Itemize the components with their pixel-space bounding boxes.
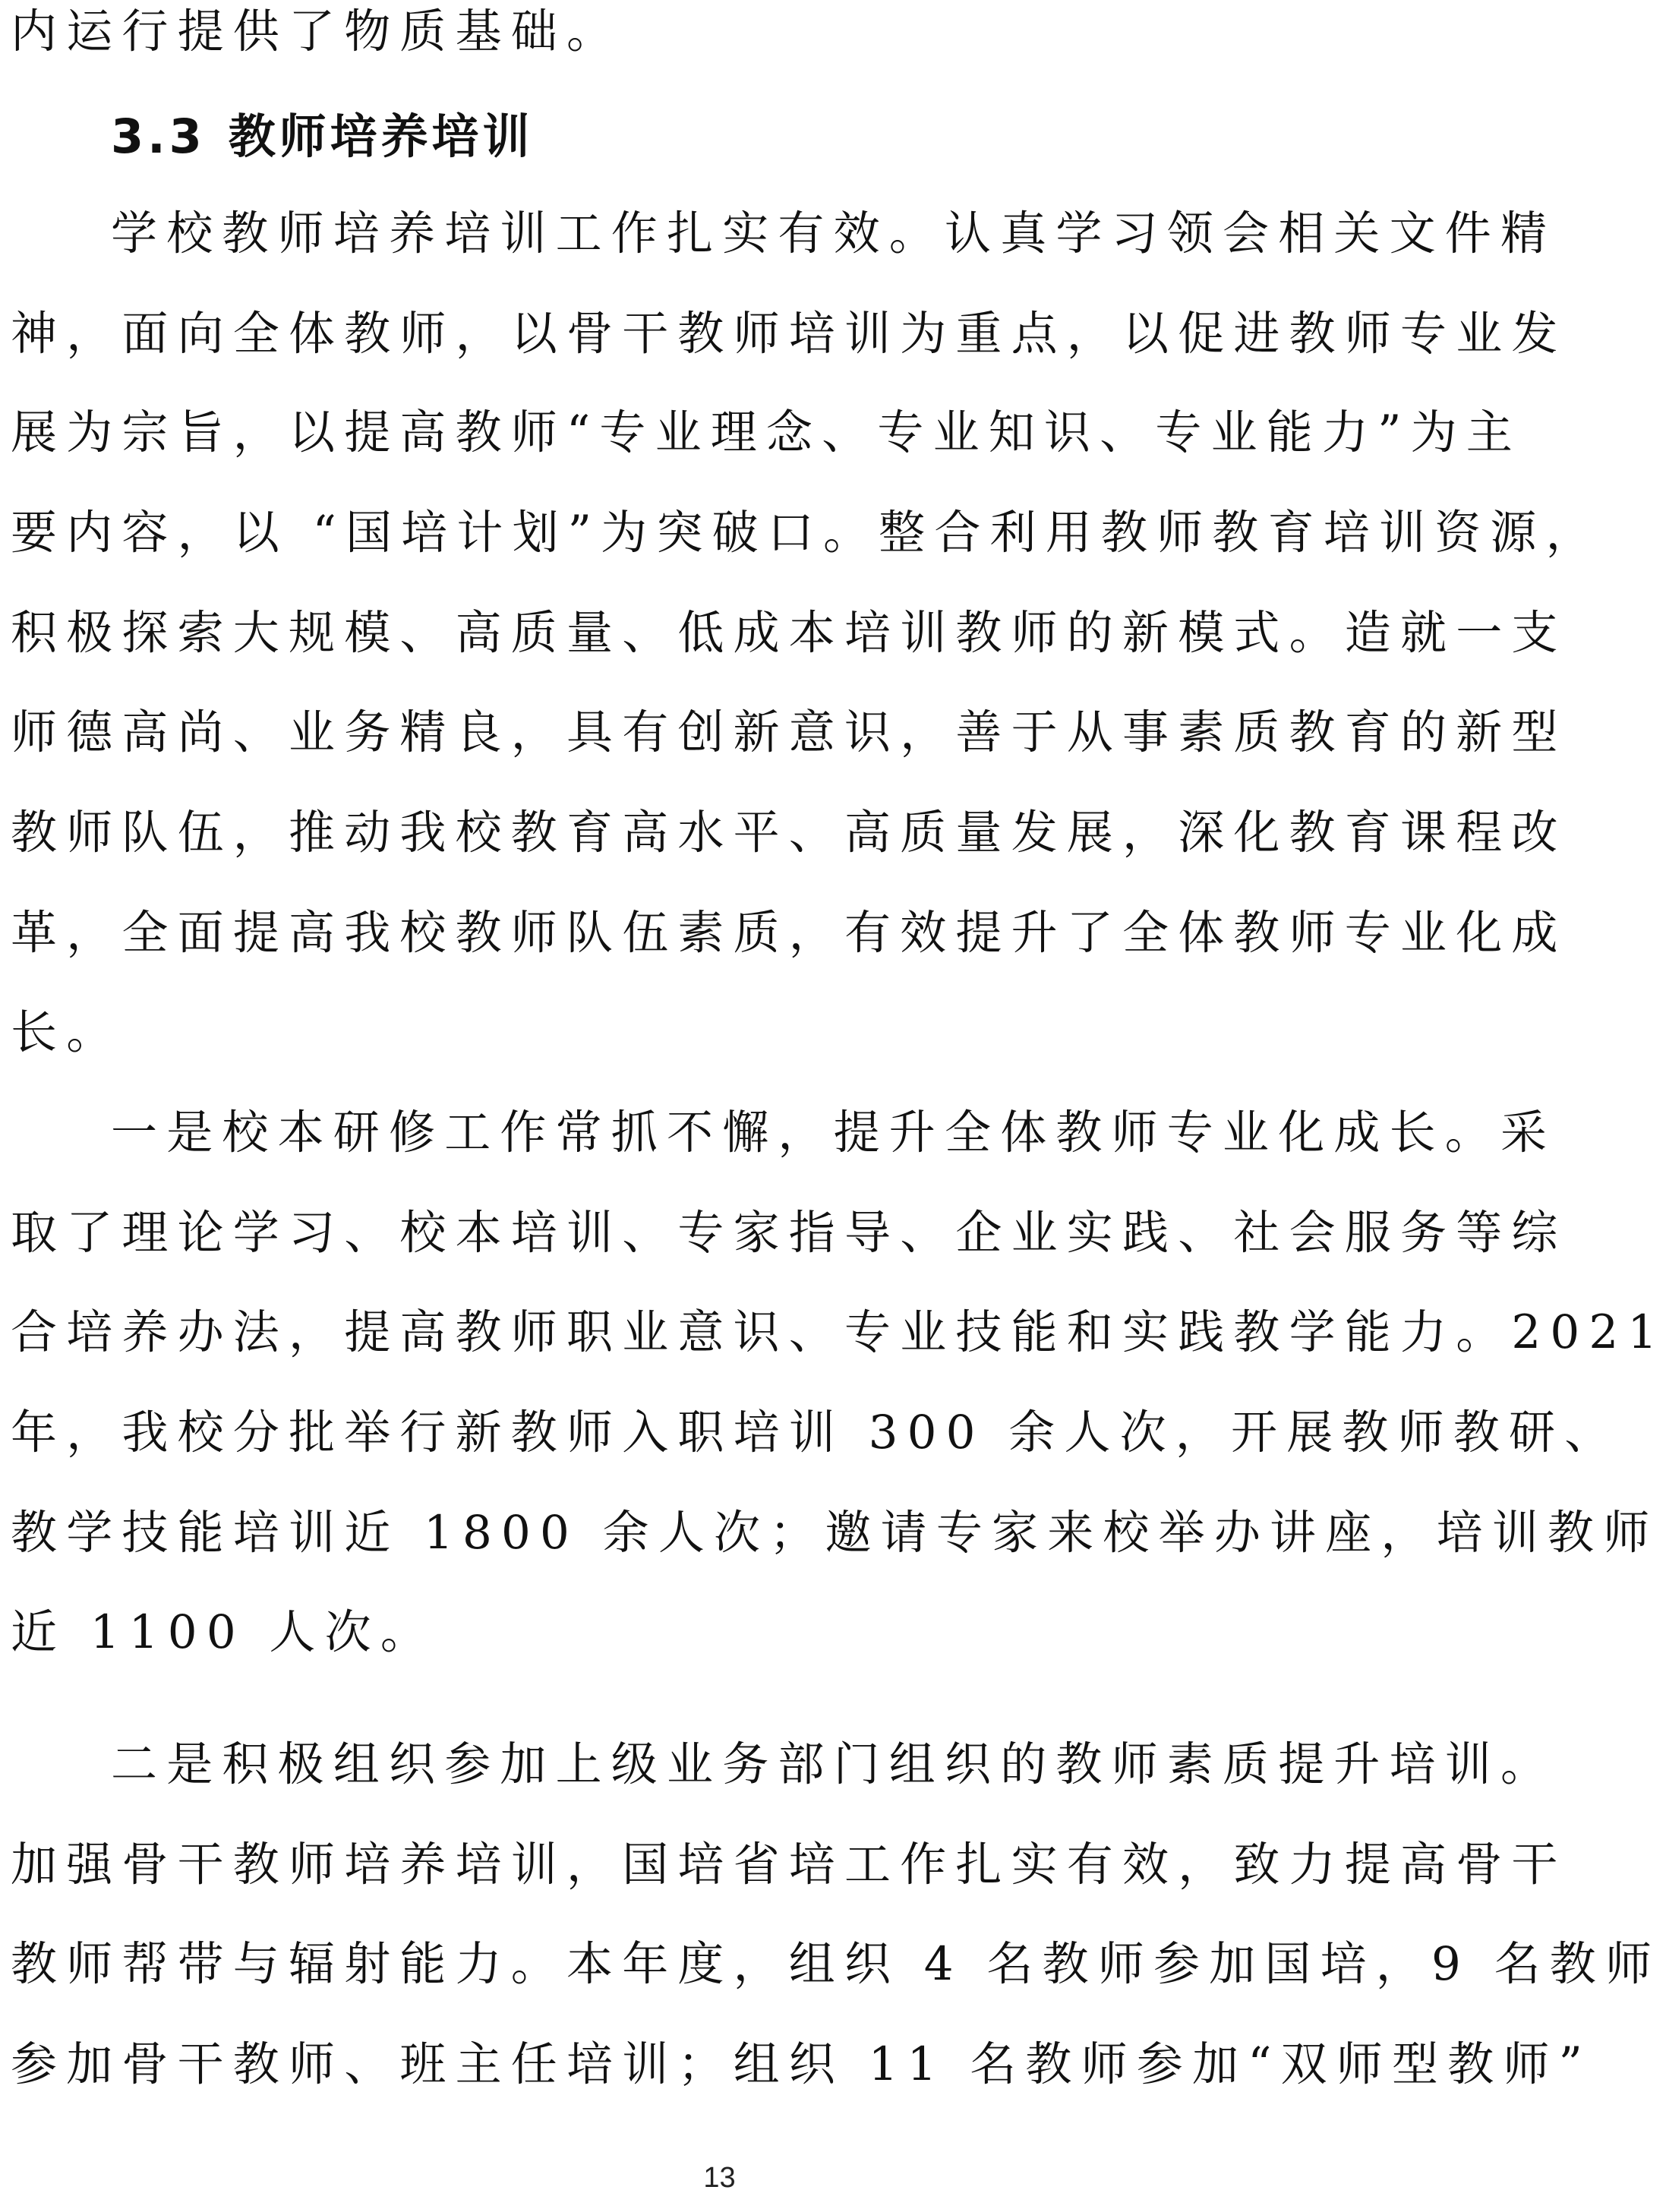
text-line: 学校教师培养培训工作扎实有效。认真学习领会相关文件精 [111, 207, 1557, 260]
text-line: 积极探索大规模、高质量、低成本培训教师的新模式。造就一支 [11, 606, 1567, 660]
text-line: 教学技能培训近 1800 余人次；邀请专家来校举办讲座，培训教师 [11, 1506, 1659, 1560]
text-line: 二是积极组织参加上级业务部门组织的教师素质提升培训。 [111, 1737, 1557, 1791]
section-heading [111, 106, 533, 167]
text-line: 参加骨干教师、班主任培训；组织 11 名教师参加“双师型教师” [11, 2037, 1592, 2091]
text-line: 师德高尚、业务精良，具有创新意识，善于从事素质教育的新型 [11, 705, 1567, 759]
text-line: 取了理论学习、校本培训、专家指导、企业实践、社会服务等综 [11, 1206, 1567, 1260]
text-line: 神，面向全体教师，以骨干教师培训为重点，以促进教师专业发 [11, 307, 1567, 361]
text-line: 要内容，以 “国培计划”为突破口。整合利用教师教育培训资源， [11, 506, 1601, 560]
text-line: 革，全面提高我校教师队伍素质，有效提升了全体教师专业化成 [11, 906, 1567, 960]
text-line: 内运行提供了物质基础。 [11, 5, 623, 58]
section-title: 教师培养培训 [228, 109, 534, 164]
text-line: 一是校本研修工作常抓不懈，提升全体教师专业化成长。采 [111, 1106, 1557, 1160]
text-line: 展为宗旨，以提高教师“专业理念、专业知识、专业能力”为主 [11, 405, 1522, 459]
text-line: 教师帮带与辐射能力。本年度，组织 4 名教师参加国培，9 名教师 [11, 1937, 1661, 1991]
text-line: 长。 [11, 1005, 122, 1059]
section-number: 3.3 [111, 109, 206, 164]
page-number: 13 [703, 2162, 736, 2194]
text-line: 近 1100 人次。 [11, 1605, 437, 1659]
text-line: 合培养办法，提高教师职业意识、专业技能和实践教学能力。2021 [11, 1305, 1666, 1359]
text-line: 教师队伍，推动我校教育高水平、高质量发展，深化教育课程改 [11, 806, 1567, 860]
text-line: 年，我校分批举行新教师入职培训 300 余人次，开展教师教研、 [11, 1406, 1620, 1459]
text-line: 加强骨干教师培养培训，国培省培工作扎实有效，致力提高骨干 [11, 1838, 1567, 1892]
